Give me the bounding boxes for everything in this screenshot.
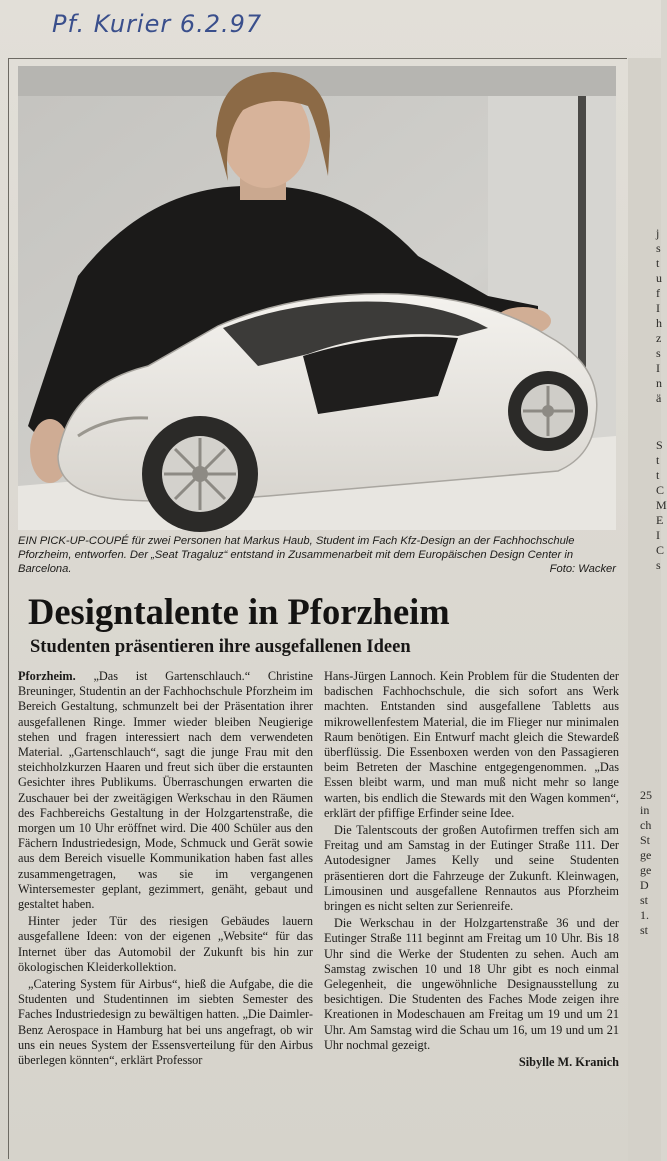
article-column-1 [18, 669, 313, 1070]
paragraph: „Catering System für Airbus“, hieß die Aufgabe, die die Studenten und Studentinnen im siebten Semester des Faches Industriedesign zu bewältigen hatten. „Die Daimler-Benz Aerospace in Hamburg hat bei uns angefragt, ob wir uns ein neues System der Essensverteilung für den Airbus überlegen könnten“, erklärt Professor [18, 977, 313, 1068]
dateline: Pforzheim. [18, 669, 76, 683]
handwritten-source-note: Pf. Kurier 6.2.97 [52, 10, 263, 38]
fragment-text: S t t C M E I C s [656, 438, 667, 572]
caption-text: EIN PICK-UP-COUPÉ für zwei Personen hat Markus Haub, Student im Fach Kfz-Design an der Fachhochschule Pforzheim, entworfen. Der „Seat Tragaluz“ entstand in Zusammenarbeit mit dem Europäischen Design Center in Barcelona. [18, 535, 575, 575]
paragraph: Die Talentscouts der großen Autofirmen treffen sich am Freitag und am Samstag in der Eutinger Straße 111. Der Autodesigner James Kelly und seine Studenten präsentieren dort die Fahrzeuge der Zukunft. Kleinwagen, Limousinen und ausgefallene Rennautos aus Pforzheim bringen es nicht selten zur Serienreife. [324, 823, 619, 914]
paragraph: Hinter jeder Tür des riesigen Gebäudes lauern ausgefallene Ideen: von der eigenen „Website“ für das Internet über das Automobil der Zukunft bis hin zur ökologischen Kleiderkollektion. [18, 914, 313, 974]
article-headline: Designtalente in Pforzheim [28, 591, 450, 632]
article-photo [18, 66, 616, 530]
article-author: Sibylle M. Kranich [518, 1055, 619, 1070]
photo-caption [18, 534, 616, 576]
fragment-text: 25 in ch St ge ge D st 1. st [640, 788, 652, 937]
photo-credit: Foto: Wacker [549, 563, 616, 575]
article-subheadline: Studenten präsentieren ihre ausgefallenen Ideen [30, 637, 411, 657]
paragraph-text: „Das ist Gartenschlauch.“ Christine Breuninger, Studentin an der Fachhochschule Pforzheim im Bereich Gestaltung, schmunzelt bei der Präsentation ihrer ausgefallenen Ringe. Immer wieder bleiben Neugierige stehen und fragen interessiert nach dem verwendeten Material. „Gartenschlauch“, sagt die junge Frau mit den steichholzkurzen Haaren und freut sich über die erstaunten Gesichter ihres Publikums. Überraschungen erwarten die Zuschauer bei der zweitägigen Werkschau in den Räumen des Fachbereichs Gestaltung in der Holzgartenstraße, die morgen um 10 Uhr eröffnet wird. Die 400 Schüler aus den Fächern Industriedesign, Mode, Schmuck und Gerät sowie aus dem Bereich visuelle Kommunikation haben fast alles zusammengetragen, was sie im vergangenen Wintersemester geplant, gezimmert, genäht, gebaut und gestaltet haben. [18, 669, 313, 912]
adjacent-article-fragment [628, 58, 667, 1161]
paragraph [18, 669, 313, 912]
paragraph: Die Werkschau in der Holzgartenstraße 36 und der Eutinger Straße 111 beginnt am Freitag um 10 Uhr. Bis 18 Uhr sind die Werke der Studenten zu sehen. Auch am Samstag zwischen 10 und 18 Uhr gibt es noch einmal Gelegenheit, die ungewöhnliche Designausstellung zu besichtigen. Die Studenten des Faches Mode zeigen ihre Kreationen in Modeschauen am Freitag um 19 und um 21 Uhr. Am Samstag wird die Schau um 16, um 19 und um 21 Uhr nochmal gezeigt. [324, 916, 619, 1052]
article-column-2 [324, 669, 619, 1070]
fragment-text: j s t u f I h z s I n ä [656, 226, 662, 405]
paragraph: Hans-Jürgen Lannoch. Kein Problem für die Studenten der badischen Fachhochschule, die sich sofort ans Werk machten. Entstanden sind ausgefallene Tabletts aus mikrowellenfestem Material, die im Flieger nur minimalen Raum benötigen. Ein Entwurf macht gleich die Stewardeß überflüssig. Die Essenboxen werden von den Passagieren beim Betreten der Maschine entgegengenommen. „Das Essen bleibt warm, und man muß nicht mehr so lange warten, bis endlich die Stewards mit den Wagen kommen“, erklärt der pfiffige Erfinder seine Idee. [324, 669, 619, 820]
photo-student-with-car-model [18, 66, 616, 530]
